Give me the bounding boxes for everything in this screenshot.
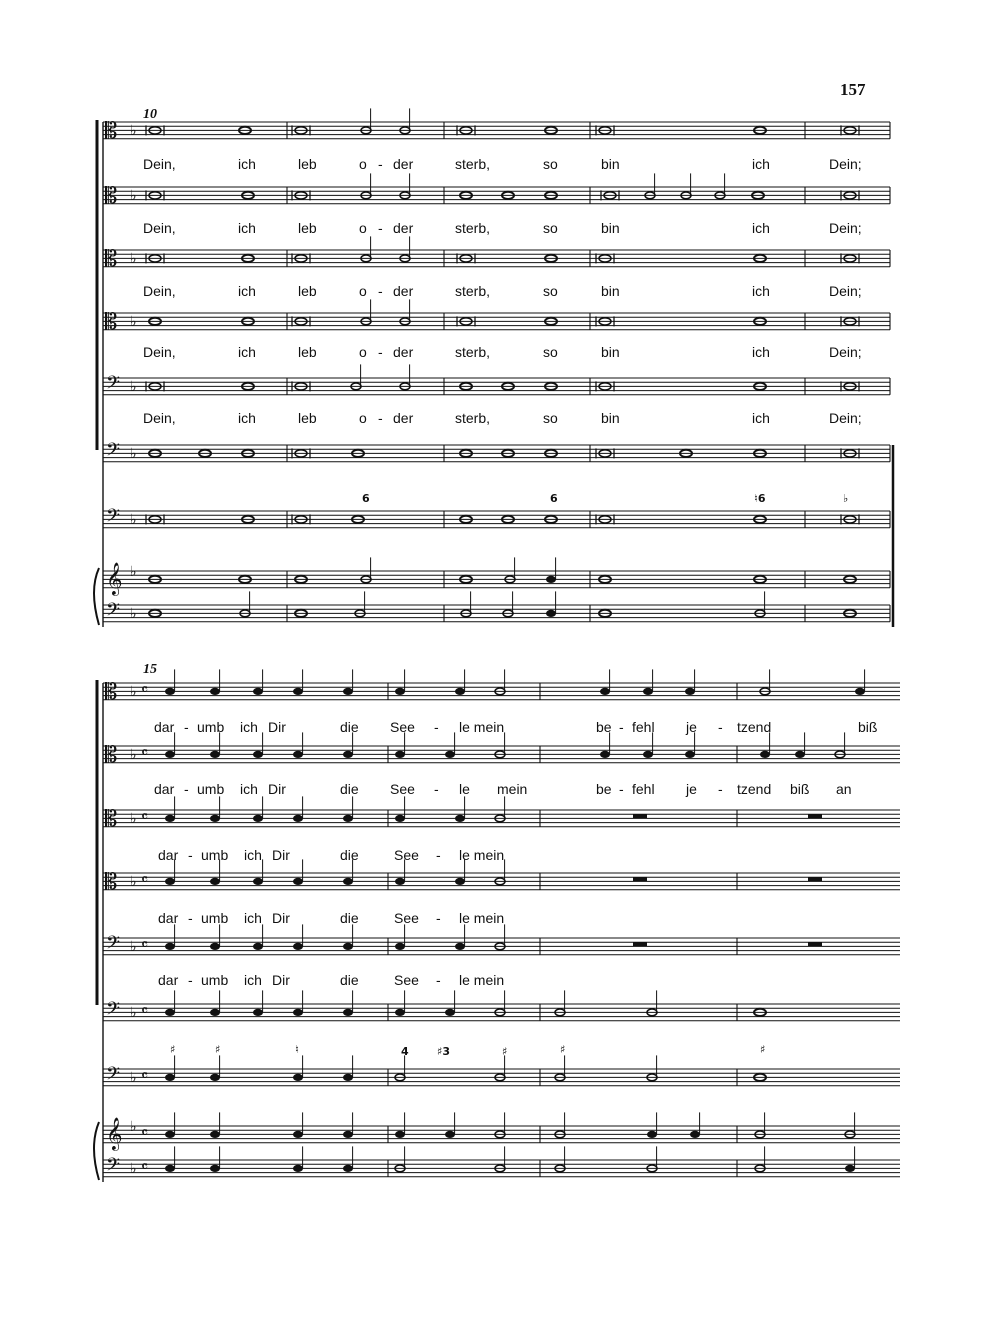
lyric: - xyxy=(378,283,383,299)
lyric: der xyxy=(393,156,414,172)
lyric: umb xyxy=(201,910,229,926)
lyric: Dein; xyxy=(829,220,862,236)
c-clef: 𝄡 xyxy=(105,680,118,705)
key-flat: ♭ xyxy=(130,446,137,462)
quarter-note xyxy=(165,943,175,950)
lyric: o xyxy=(359,344,367,360)
piano-brace xyxy=(94,568,99,625)
key-flat: ♭ xyxy=(130,379,137,395)
lyric: je xyxy=(686,781,697,797)
quarter-note xyxy=(343,1009,353,1016)
lyric: tzend xyxy=(737,781,772,797)
quarter-note xyxy=(165,1165,175,1172)
lyric: umb xyxy=(197,781,225,797)
lyric: umb xyxy=(197,719,225,735)
lyric: leb xyxy=(298,220,317,236)
quarter-note xyxy=(293,1165,303,1172)
key-flat: ♭ xyxy=(130,1161,137,1177)
common-time: 𝄴 xyxy=(141,1123,149,1142)
page-number: 157 xyxy=(840,80,866,99)
lyric: - xyxy=(184,719,189,735)
quarter-note xyxy=(293,878,303,885)
lyric: ich xyxy=(238,156,256,172)
quarter-note xyxy=(253,815,263,822)
treble-clef: 𝄞 xyxy=(106,1117,123,1150)
lyric: der xyxy=(393,220,414,236)
quarter-note xyxy=(210,815,220,822)
quarter-note xyxy=(210,751,220,758)
quarter-note xyxy=(293,1074,303,1081)
quarter-note xyxy=(600,688,610,695)
c-clef: 𝄡 xyxy=(105,119,118,144)
lyric: See xyxy=(390,719,415,735)
quarter-note xyxy=(210,1165,220,1172)
quarter-note xyxy=(395,1131,405,1138)
quarter-note xyxy=(445,751,455,758)
lyric: o xyxy=(359,156,367,172)
quarter-note xyxy=(445,1009,455,1016)
quarter-note xyxy=(165,1074,175,1081)
lyric: See xyxy=(390,781,415,797)
bass-clef: 𝄢 xyxy=(106,1155,121,1180)
lyric: so xyxy=(543,344,558,360)
key-flat: ♭ xyxy=(130,564,137,580)
lyric: die xyxy=(340,719,359,735)
quarter-note xyxy=(760,751,770,758)
quarter-note xyxy=(395,815,405,822)
c-clef: 𝄡 xyxy=(105,310,118,335)
lyric: leb xyxy=(298,283,317,299)
quarter-note xyxy=(647,1131,657,1138)
key-flat: ♭ xyxy=(130,188,137,204)
lyric: ich xyxy=(240,781,258,797)
figure: ♯ xyxy=(760,1043,766,1056)
lyric: - xyxy=(378,410,383,426)
quarter-note xyxy=(685,688,695,695)
quarter-note xyxy=(343,1074,353,1081)
lyric: der xyxy=(393,283,414,299)
bass-clef: 𝄢 xyxy=(106,1064,121,1089)
figure: ♯ xyxy=(170,1043,176,1056)
lyric: die xyxy=(340,781,359,797)
quarter-note xyxy=(343,1165,353,1172)
lyric: so xyxy=(543,283,558,299)
figure: ♯3 xyxy=(437,1045,450,1058)
quarter-note xyxy=(455,815,465,822)
quarter-note xyxy=(395,751,405,758)
quarter-note xyxy=(253,878,263,885)
lyric: - xyxy=(188,910,193,926)
figure: 6 xyxy=(362,492,370,505)
quarter-note xyxy=(855,688,865,695)
quarter-note xyxy=(343,751,353,758)
common-time: 𝄴 xyxy=(141,935,149,954)
lyric: umb xyxy=(201,972,229,988)
lyric: - xyxy=(619,719,624,735)
lyric: be xyxy=(596,719,612,735)
lyric: - xyxy=(434,719,439,735)
lyric: - xyxy=(718,781,723,797)
c-clef: 𝄡 xyxy=(105,807,118,832)
c-clef: 𝄡 xyxy=(105,870,118,895)
lyric: sterb, xyxy=(455,344,491,360)
lyric: sterb, xyxy=(455,410,491,426)
figure: ♯ xyxy=(560,1043,566,1056)
quarter-note xyxy=(845,1165,855,1172)
lyric: le mein xyxy=(459,847,505,863)
lyric: Dir xyxy=(272,972,290,988)
figure: ♮6 xyxy=(754,492,766,505)
lyric: so xyxy=(543,156,558,172)
lyric: - xyxy=(188,972,193,988)
piano-brace xyxy=(94,1122,99,1180)
quarter-note xyxy=(343,943,353,950)
lyric: Dein; xyxy=(829,344,862,360)
quarter-note xyxy=(210,1009,220,1016)
treble-clef: 𝄞 xyxy=(106,562,123,595)
bass-clef: 𝄢 xyxy=(106,600,121,625)
bass-clef: 𝄢 xyxy=(106,999,121,1024)
lyric: - xyxy=(378,220,383,236)
whole-rest xyxy=(633,942,647,946)
lyric: - xyxy=(434,781,439,797)
quarter-note xyxy=(600,751,610,758)
whole-rest xyxy=(808,942,822,946)
lyric: Dir xyxy=(268,781,286,797)
quarter-note xyxy=(210,878,220,885)
lyric: mein xyxy=(497,781,528,797)
lyric: biß xyxy=(790,781,810,797)
lyric: le mein xyxy=(459,972,505,988)
lyric: Dir xyxy=(272,910,290,926)
lyric: ich xyxy=(238,220,256,236)
key-flat: ♭ xyxy=(130,123,137,139)
lyric: dar xyxy=(154,719,175,735)
lyric: Dein, xyxy=(143,344,176,360)
quarter-note xyxy=(455,943,465,950)
quarter-note xyxy=(395,1009,405,1016)
quarter-note xyxy=(293,1131,303,1138)
lyric: ich xyxy=(244,972,262,988)
lyric: bin xyxy=(601,283,620,299)
quarter-note xyxy=(165,688,175,695)
bass-clef: 𝄢 xyxy=(106,373,121,398)
lyric: ich xyxy=(238,283,256,299)
quarter-note xyxy=(643,751,653,758)
key-flat: ♭ xyxy=(130,251,137,267)
common-time: 𝄴 xyxy=(141,1066,149,1085)
common-time: 𝄴 xyxy=(141,807,149,826)
lyric: leb xyxy=(298,156,317,172)
quarter-note xyxy=(343,878,353,885)
figure: 4 xyxy=(401,1045,409,1058)
key-flat: ♭ xyxy=(130,1005,137,1021)
quarter-note xyxy=(293,751,303,758)
quarter-note xyxy=(455,878,465,885)
lyric: - xyxy=(378,156,383,172)
lyric: - xyxy=(718,719,723,735)
lyric: le mein xyxy=(459,719,505,735)
lyric: die xyxy=(340,972,359,988)
quarter-note xyxy=(445,1131,455,1138)
lyric: o xyxy=(359,410,367,426)
lyric: so xyxy=(543,410,558,426)
quarter-note xyxy=(165,751,175,758)
lyric: Dein, xyxy=(143,410,176,426)
whole-rest xyxy=(808,877,822,881)
lyric: an xyxy=(836,781,852,797)
quarter-note xyxy=(293,815,303,822)
lyric: fehl xyxy=(632,719,655,735)
lyric: Dein; xyxy=(829,410,862,426)
bass-clef: 𝄢 xyxy=(106,506,121,531)
lyric: Dein, xyxy=(143,283,176,299)
lyric: - xyxy=(619,781,624,797)
whole-rest xyxy=(633,814,647,818)
lyric: Dir xyxy=(268,719,286,735)
key-flat: ♭ xyxy=(130,1070,137,1086)
lyric: ich xyxy=(752,156,770,172)
quarter-note xyxy=(210,1131,220,1138)
lyric: le xyxy=(459,781,470,797)
lyric: See xyxy=(394,972,419,988)
lyric: sterb, xyxy=(455,283,491,299)
c-clef: 𝄡 xyxy=(105,247,118,272)
whole-rest xyxy=(633,877,647,881)
quarter-note xyxy=(253,1009,263,1016)
quarter-note xyxy=(546,610,556,617)
lyric: Dir xyxy=(272,847,290,863)
quarter-note xyxy=(685,751,695,758)
quarter-note xyxy=(293,1009,303,1016)
lyric: bin xyxy=(601,220,620,236)
lyric: - xyxy=(184,781,189,797)
quarter-note xyxy=(165,815,175,822)
key-flat: ♭ xyxy=(130,939,137,955)
quarter-note xyxy=(795,751,805,758)
lyric: - xyxy=(436,972,441,988)
lyric: sterb, xyxy=(455,220,491,236)
lyric: bin xyxy=(601,156,620,172)
common-time: 𝄴 xyxy=(141,1157,149,1176)
lyric: bin xyxy=(601,344,620,360)
lyric: dar xyxy=(158,847,179,863)
lyric: - xyxy=(188,847,193,863)
lyric: ich xyxy=(752,220,770,236)
lyric: biß xyxy=(858,719,878,735)
key-flat: ♭ xyxy=(130,684,137,700)
lyric: so xyxy=(543,220,558,236)
lyric: ich xyxy=(240,719,258,735)
lyric: leb xyxy=(298,410,317,426)
bass-clef: 𝄢 xyxy=(106,440,121,465)
lyric: ich xyxy=(238,344,256,360)
quarter-note xyxy=(455,688,465,695)
quarter-note xyxy=(253,751,263,758)
common-time: 𝄴 xyxy=(141,870,149,889)
quarter-note xyxy=(546,576,556,583)
c-clef: 𝄡 xyxy=(105,743,118,768)
lyric: sterb, xyxy=(455,156,491,172)
lyric: dar xyxy=(154,781,175,797)
c-clef: 𝄡 xyxy=(105,184,118,209)
quarter-note xyxy=(343,688,353,695)
figure: ♮ xyxy=(295,1043,299,1056)
figure: ♭ xyxy=(843,492,849,505)
bass-clef: 𝄢 xyxy=(106,933,121,958)
quarter-note xyxy=(343,1131,353,1138)
quarter-note xyxy=(165,878,175,885)
key-flat: ♭ xyxy=(130,811,137,827)
lyric: je xyxy=(686,719,697,735)
lyric: umb xyxy=(201,847,229,863)
quarter-note xyxy=(210,688,220,695)
lyric: ich xyxy=(244,847,262,863)
common-time: 𝄴 xyxy=(141,743,149,762)
lyric: - xyxy=(378,344,383,360)
lyric: Dein, xyxy=(143,220,176,236)
key-flat: ♭ xyxy=(130,512,137,528)
key-flat: ♭ xyxy=(130,874,137,890)
lyric: ich xyxy=(238,410,256,426)
quarter-note xyxy=(395,878,405,885)
quarter-note xyxy=(395,688,405,695)
lyric: tzend xyxy=(737,719,772,735)
lyric: o xyxy=(359,220,367,236)
lyric: ich xyxy=(752,410,770,426)
lyric: Dein; xyxy=(829,283,862,299)
lyric: dar xyxy=(158,910,179,926)
quarter-note xyxy=(210,1074,220,1081)
lyric: o xyxy=(359,283,367,299)
quarter-note xyxy=(293,943,303,950)
lyric: der xyxy=(393,410,414,426)
lyric: ich xyxy=(752,283,770,299)
lyric: - xyxy=(436,847,441,863)
lyric: fehl xyxy=(632,781,655,797)
lyric: See xyxy=(394,847,419,863)
lyric: be xyxy=(596,781,612,797)
key-flat: ♭ xyxy=(130,1119,137,1135)
common-time: 𝄴 xyxy=(141,680,149,699)
lyric: der xyxy=(393,344,414,360)
figure: ♯ xyxy=(215,1043,221,1056)
measure-number-10: 10 xyxy=(143,107,157,122)
whole-rest xyxy=(808,814,822,818)
lyric: dar xyxy=(158,972,179,988)
lyric: See xyxy=(394,910,419,926)
quarter-note xyxy=(343,815,353,822)
key-flat: ♭ xyxy=(130,314,137,330)
lyric: leb xyxy=(298,344,317,360)
lyric: die xyxy=(340,910,359,926)
quarter-note xyxy=(253,688,263,695)
quarter-note xyxy=(293,688,303,695)
lyric: die xyxy=(340,847,359,863)
common-time: 𝄴 xyxy=(141,1001,149,1020)
lyric: ich xyxy=(752,344,770,360)
quarter-note xyxy=(643,688,653,695)
figure: 6 xyxy=(550,492,558,505)
quarter-note xyxy=(210,943,220,950)
figure: ♯ xyxy=(502,1045,508,1058)
quarter-note xyxy=(165,1131,175,1138)
lyric: Dein; xyxy=(829,156,862,172)
quarter-note xyxy=(395,943,405,950)
quarter-note xyxy=(690,1131,700,1138)
lyric: ich xyxy=(244,910,262,926)
quarter-note xyxy=(253,943,263,950)
key-flat: ♭ xyxy=(130,747,137,763)
lyric: bin xyxy=(601,410,620,426)
lyric: Dein, xyxy=(143,156,176,172)
lyric: - xyxy=(436,910,441,926)
quarter-note xyxy=(165,1009,175,1016)
measure-number-15: 15 xyxy=(143,662,157,677)
key-flat: ♭ xyxy=(130,606,137,622)
lyric: le mein xyxy=(459,910,505,926)
